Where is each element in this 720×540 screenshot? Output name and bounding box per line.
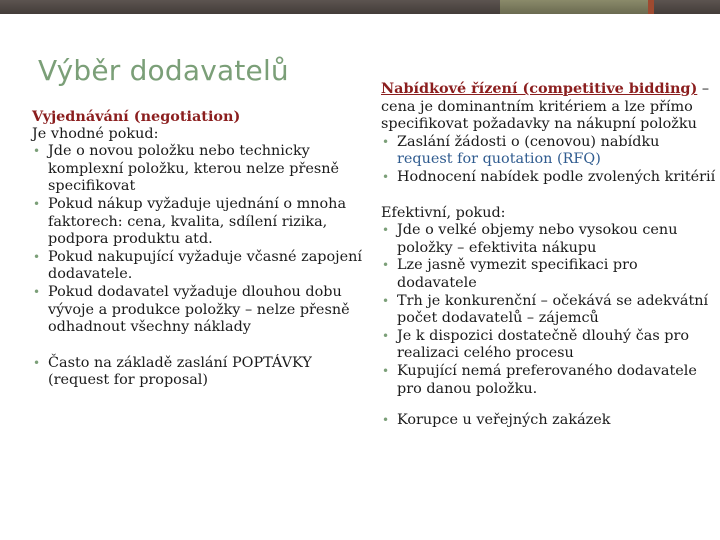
negotiation-intro: Je vhodné pokud: [32, 125, 159, 142]
bidding-bullet-list [381, 134, 717, 187]
rfp-bullet: • Často na základě zaslání POPTÁVKY (request for proposal) [32, 355, 362, 390]
efficient-bullet: • Jde o velké objemy nebo vysokou cenu položky – efektivita nákupu [381, 222, 717, 257]
rfp-bullet-list [32, 355, 362, 390]
efficient-bullet: • Lze jasně vymezit specifikaci pro dodavatele [381, 257, 717, 292]
spacer [381, 187, 717, 205]
spacer [381, 398, 717, 412]
top-bar-segment-dark-end [654, 0, 720, 14]
bidding-bullet-rfq [381, 134, 717, 169]
bidding-bullet-evaluation: • Hodnocení nabídek podle zvolených kritérií [381, 169, 717, 187]
corruption-bullet: • Korupce u veřejných zakázek [381, 412, 717, 430]
efficient-bullet: • Trh je konkurenční – očekává se adekvátní počet dodavatelů – zájemců [381, 293, 717, 328]
top-bar-segment-olive [500, 0, 648, 14]
top-decorative-bar [0, 0, 720, 14]
top-bar-segment-dark [0, 0, 500, 14]
left-column [32, 108, 362, 390]
negotiation-bullet: • Pokud nakupující vyžaduje včasné zapojení dodavatele. [32, 249, 362, 284]
bidding-heading-tail: – cena je dominantním kritériem a lze přímo specifikovat požadavky na nákupní položku [381, 81, 710, 133]
rfq-highlight: request for quotation (RFQ) [397, 151, 601, 168]
negotiation-bullet: • Pokud dodavatel vyžaduje dlouhou dobu vývoje a produkce položky – nelze přesně odhadnout všechny náklady [32, 284, 362, 337]
efficient-bullet: • Je k dispozici dostatečně dlouhý čas pro realizaci celého procesu [381, 328, 717, 363]
slide-title: Výběr dodavatelů [38, 54, 289, 87]
corruption-bullet-list [381, 412, 717, 430]
spacer [32, 337, 362, 355]
rfq-main-text: Zaslání žádosti o (cenovou) nabídku [397, 133, 660, 150]
negotiation-bullet: • Jde o novou položku nebo technicky komplexní položku, kterou nelze přesně specifikovat [32, 143, 362, 196]
negotiation-bullet-list [32, 143, 362, 337]
efficient-bullet-list [381, 222, 717, 398]
bidding-intro-paragraph [381, 80, 717, 134]
negotiation-heading: Vyjednávání (negotiation) [32, 108, 241, 125]
negotiation-bullet: • Pokud nákup vyžaduje ujednání o mnoha faktorech: cena, kvalita, sdílení rizika, podpora produktu atd. [32, 196, 362, 249]
bidding-heading: Nabídkové řízení (competitive bidding) [381, 80, 698, 97]
efficient-bullet: • Kupující nemá preferovaného dodavatele pro danou položku. [381, 363, 717, 398]
efficient-intro: Efektivní, pokud: [381, 204, 506, 221]
right-column [381, 80, 717, 430]
